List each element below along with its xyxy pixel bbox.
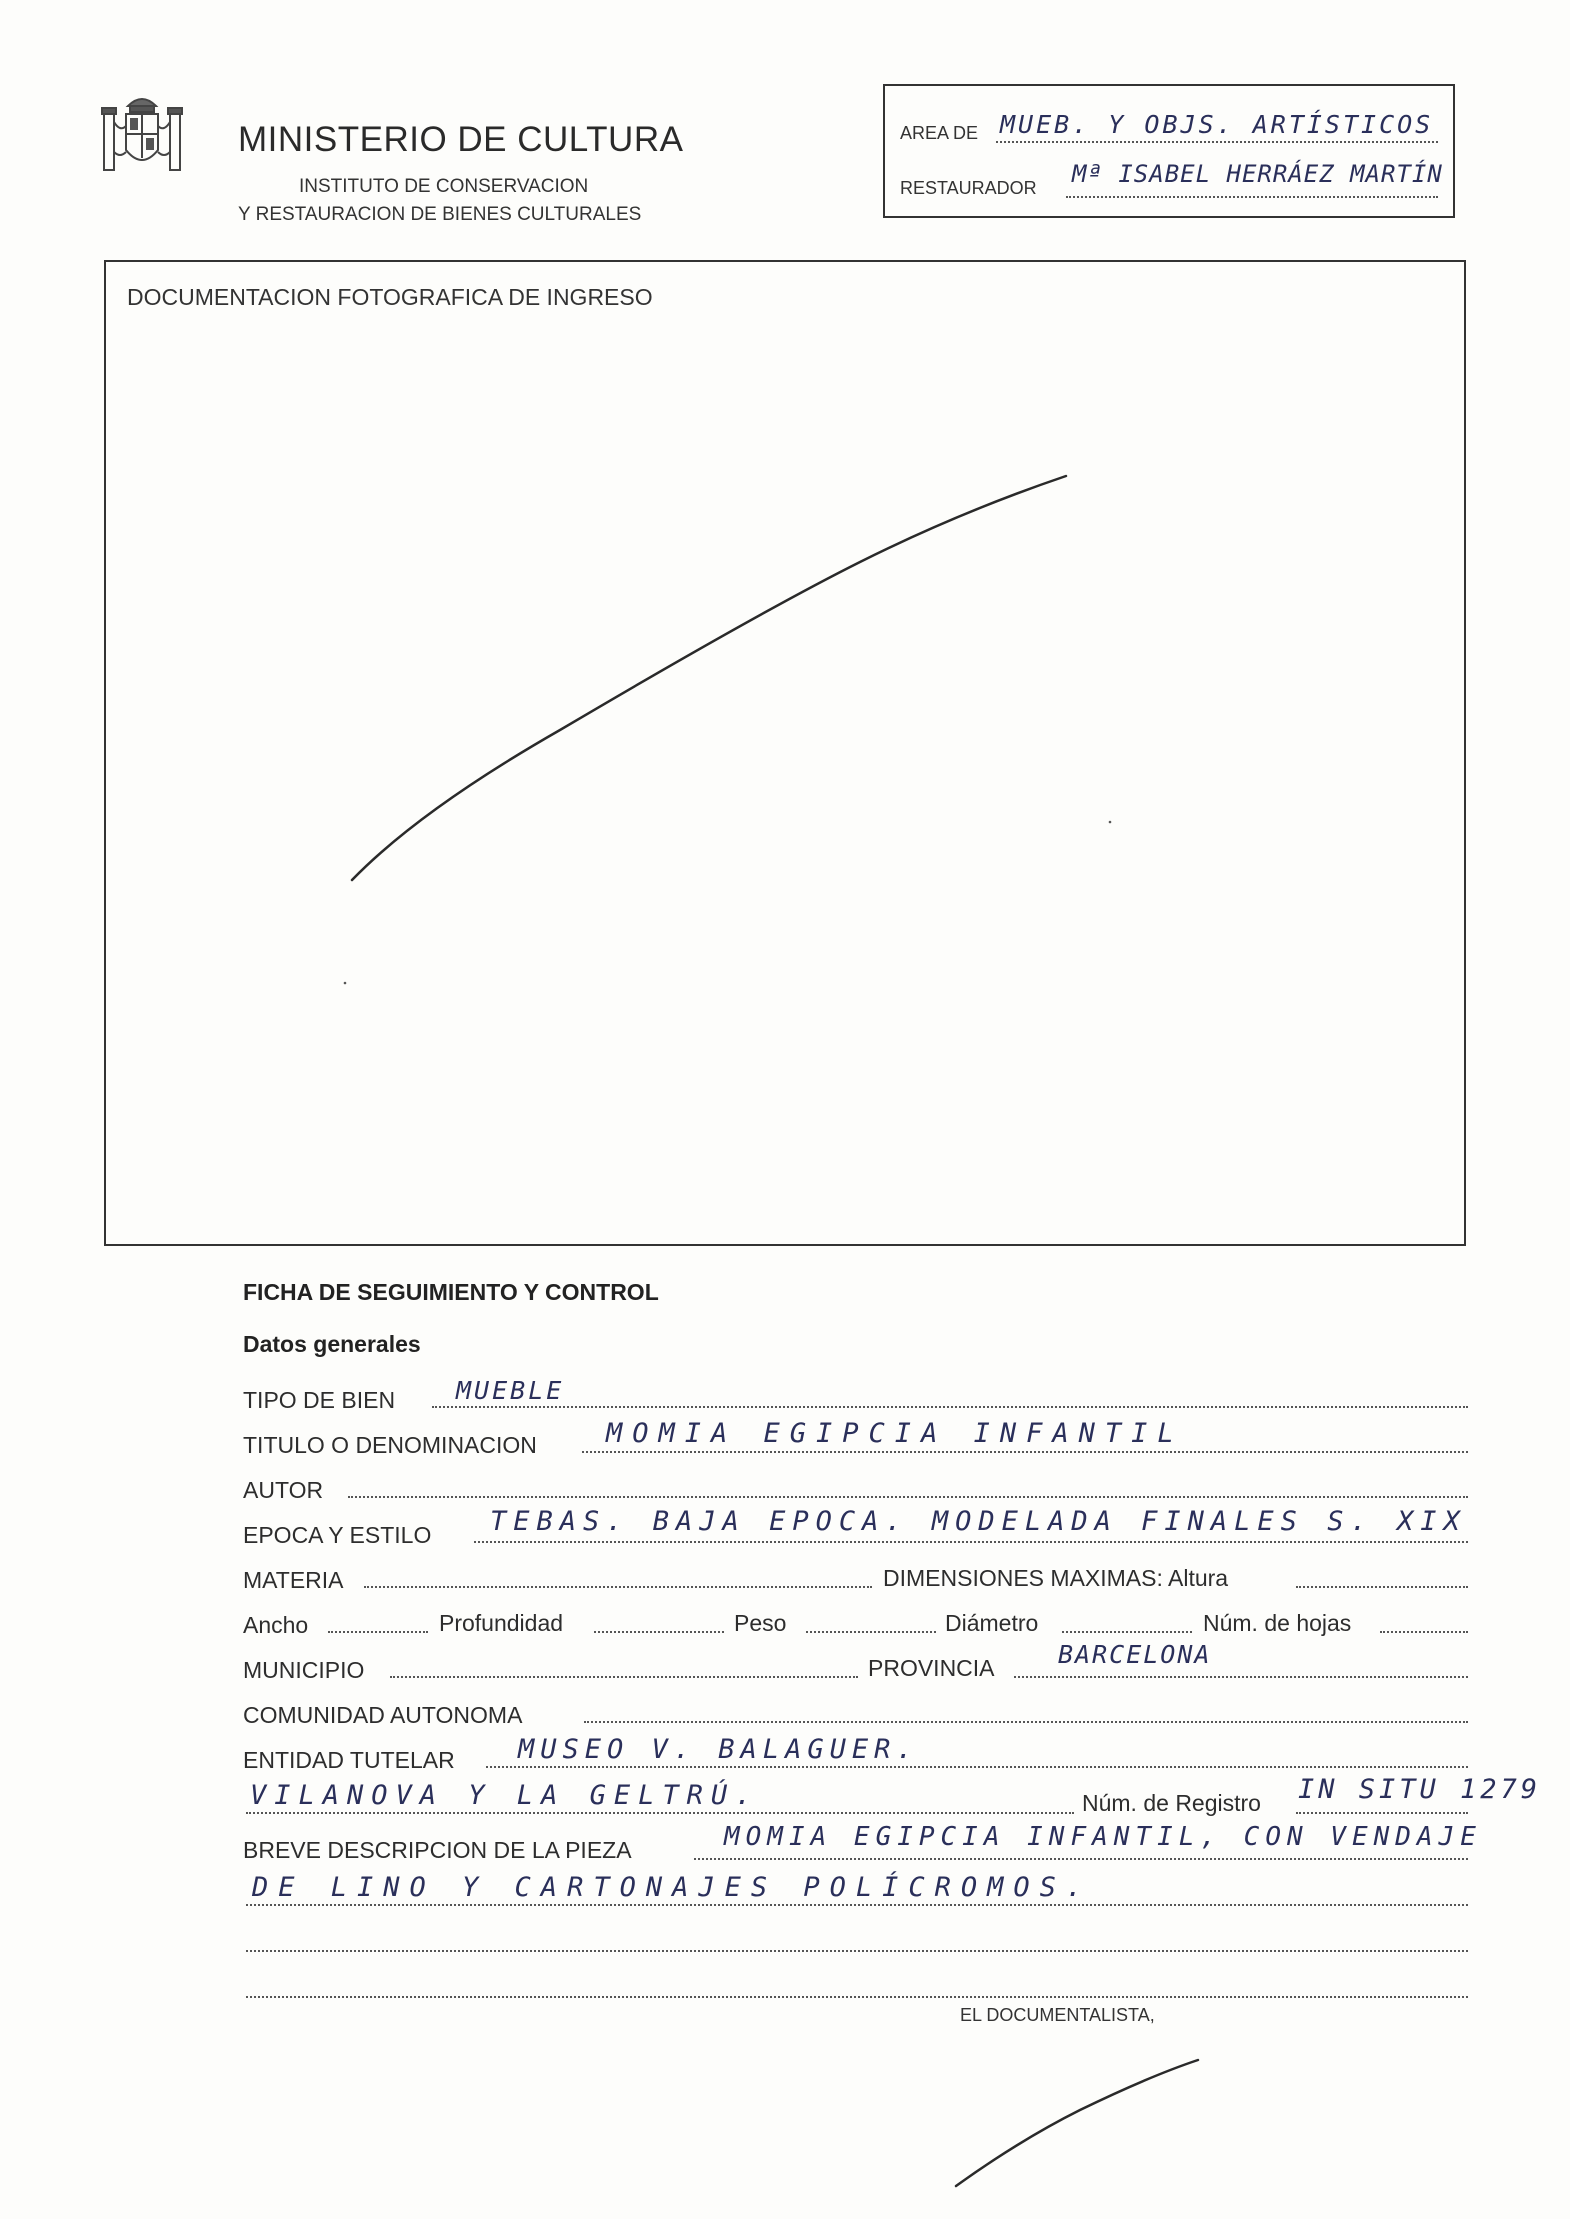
area-value: MUEB. Y OBJS. ARTÍSTICOS — [1000, 110, 1434, 139]
form-title: FICHA DE SEGUIMIENTO Y CONTROL — [243, 1279, 659, 1305]
comunidad-label: COMUNIDAD AUTONOMA — [243, 1702, 523, 1728]
entidad-label: ENTIDAD TUTELAR — [243, 1747, 455, 1773]
institute-line-2: Y RESTAURACION DE BIENES CULTURALES — [238, 204, 642, 225]
provincia-label: PROVINCIA — [868, 1655, 995, 1681]
descripcion-value: MOMIA EGIPCIA INFANTIL, CON VENDAJE — [724, 1822, 1482, 1852]
titulo-label: TITULO O DENOMINACION — [243, 1432, 537, 1458]
peso-label: Peso — [734, 1610, 787, 1636]
signature-stroke — [956, 2060, 1198, 2186]
entidad-value: MUSEO V. BALAGUER. — [518, 1734, 919, 1765]
epoca-value: TEBAS. BAJA EPOCA. MODELADA FINALES S. XIX — [490, 1506, 1467, 1537]
hojas-label: Núm. de hojas — [1203, 1610, 1352, 1636]
tipo-value: MUEBLE — [456, 1376, 565, 1405]
area-label: AREA DE — [900, 123, 979, 143]
provincia-value: BARCELONA — [1058, 1640, 1212, 1669]
form-subtitle: Datos generales — [243, 1331, 421, 1357]
registro-label: Núm. de Registro — [1082, 1790, 1261, 1816]
documentalista-label: EL DOCUMENTALISTA, — [960, 2005, 1155, 2025]
profundidad-label: Profundidad — [439, 1610, 564, 1636]
photo-section-title: DOCUMENTACION FOTOGRAFICA DE INGRESO — [127, 284, 653, 310]
ancho-label: Ancho — [243, 1612, 309, 1638]
entidad-value-2: VILANOVA Y LA GELTRÚ. — [250, 1780, 760, 1811]
epoca-label: EPOCA Y ESTILO — [243, 1522, 432, 1548]
descripcion-value-2: DE LINO Y CARTONAJES POLÍCROMOS. — [252, 1872, 1093, 1903]
cancellation-stroke — [352, 476, 1066, 880]
diametro-label: Diámetro — [945, 1610, 1039, 1636]
descripcion-label: BREVE DESCRIPCION DE LA PIEZA — [243, 1837, 632, 1863]
municipio-label: MUNICIPIO — [243, 1657, 365, 1683]
dimensiones-label: DIMENSIONES MAXIMAS: Altura — [883, 1565, 1229, 1591]
registro-value: IN SITU 1279 — [1298, 1774, 1542, 1805]
titulo-value: MOMIA EGIPCIA INFANTIL — [606, 1418, 1184, 1449]
materia-label: MATERIA — [243, 1567, 344, 1593]
tipo-label: TIPO DE BIEN — [243, 1387, 396, 1413]
restaurador-value: Mª ISABEL HERRÁEZ MARTÍN — [1072, 160, 1443, 188]
institute-line-1: INSTITUTO DE CONSERVACION — [299, 176, 589, 197]
autor-label: AUTOR — [243, 1477, 324, 1503]
ministry-title: MINISTERIO DE CULTURA — [238, 120, 684, 159]
restaurador-label: RESTAURADOR — [900, 178, 1037, 198]
